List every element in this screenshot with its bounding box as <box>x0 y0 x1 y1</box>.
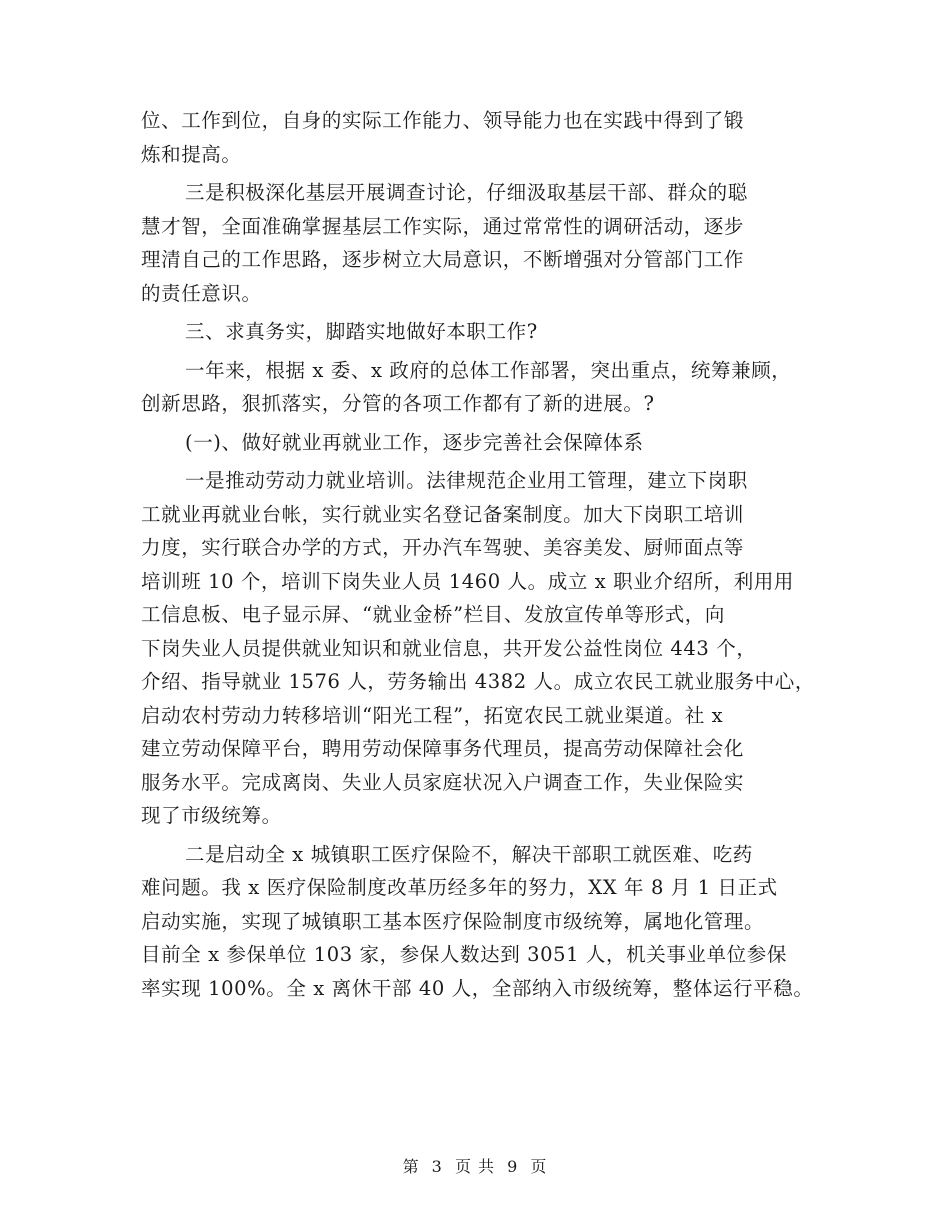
text-line: 三是积极深化基层开展调查讨论，仔细汲取基层干部、群众的聪 <box>185 181 748 204</box>
text-line: 理清自己的工作思路，逐步树立大局意识，不断增强对分管部门工作 <box>141 248 745 271</box>
document-body <box>141 104 831 1005</box>
text-line: 创新思路，狠抓落实，分管的各项工作都有了新的进展。? <box>141 392 655 415</box>
text-line: 二是启动全 x 城镇职工医疗保险不，解决干部职工就医难、吃药 <box>185 842 753 866</box>
footer-suffix: 页 <box>530 1157 548 1176</box>
text-line: 工信息板、电子显示屏、“就业金桥”栏目、发放宣传单等形式，向 <box>141 603 725 626</box>
text-line: 慧才智，全面准确掌握基层工作实际，通过常常性的调研活动，逐步 <box>141 214 745 238</box>
text-line: 率实现 100%。全 x 离休干部 40 人，全部纳入市级统筹，整体运行平稳。 <box>141 976 814 1000</box>
text-line: 启动农村劳动力转移培训“阳光工程”，拓宽农民工就业渠道。社 x <box>141 703 724 727</box>
text-line: 一是推动劳动力就业培训。法律规范企业用工管理，建立下岗职 <box>185 469 748 492</box>
text-line: 目前全 x 参保单位 103 家，参保人数达到 3051 人，机关事业单位参保 <box>141 943 787 966</box>
text-line: 一年来，根据 x 委、x 政府的总体工作部署，突出重点，统筹兼顾， <box>185 358 792 382</box>
footer-middle: 页 共 <box>454 1157 496 1176</box>
text-line: 力度，实行联合办学的方式，开办汽车驾驶、美容美发、厨师面点等 <box>141 536 745 559</box>
text-line: 培训班 10 个，培训下岗失业人员 1460 人。成立 x 职业介绍所，利用用 <box>141 569 795 593</box>
text-line: 位、工作到位，自身的实际工作能力、领导能力也在实践中得到了锻 <box>141 109 745 132</box>
text-line: 介绍、指导就业 1576 人，劳务输出 4382 人。成立农民工就业服务中心， <box>141 670 815 693</box>
text-line: 工就业再就业台帐，实行就业实名登记备案制度。加大下岗职工培训 <box>141 502 745 526</box>
footer-current-page: 3 <box>431 1157 443 1176</box>
text-line: 启动实施，实现了城镇职工基本医疗保险制度市级统筹，属地化管理。 <box>141 909 765 933</box>
text-line: 现了市级统筹。 <box>141 804 282 827</box>
footer-prefix: 第 <box>402 1157 420 1176</box>
footer-total-pages: 9 <box>507 1157 519 1176</box>
text-line: 难问题。我 x 医疗保险制度改革历经多年的努力，XX 年 8 月 1 日正式 <box>141 876 778 899</box>
text-line: 三、求真务实，脚踏实地做好本职工作? <box>185 320 538 343</box>
text-line: 炼和提高。 <box>141 142 242 166</box>
text-line: 下岗失业人员提供就业知识和就业信息，共开发公益性岗位 443 个， <box>141 636 757 660</box>
page-footer <box>0 1154 950 1177</box>
text-line: 建立劳动保障平台，聘用劳动保障事务代理员，提高劳动保障社会化 <box>141 737 745 760</box>
text-line: 服务水平。完成离岗、失业人员家庭状况入户调查工作，失业保险实 <box>141 770 745 794</box>
text-line: (一)、做好就业再就业工作，逐步完善社会保障体系 <box>185 430 644 454</box>
text-line: 的责任意识。 <box>141 281 262 305</box>
